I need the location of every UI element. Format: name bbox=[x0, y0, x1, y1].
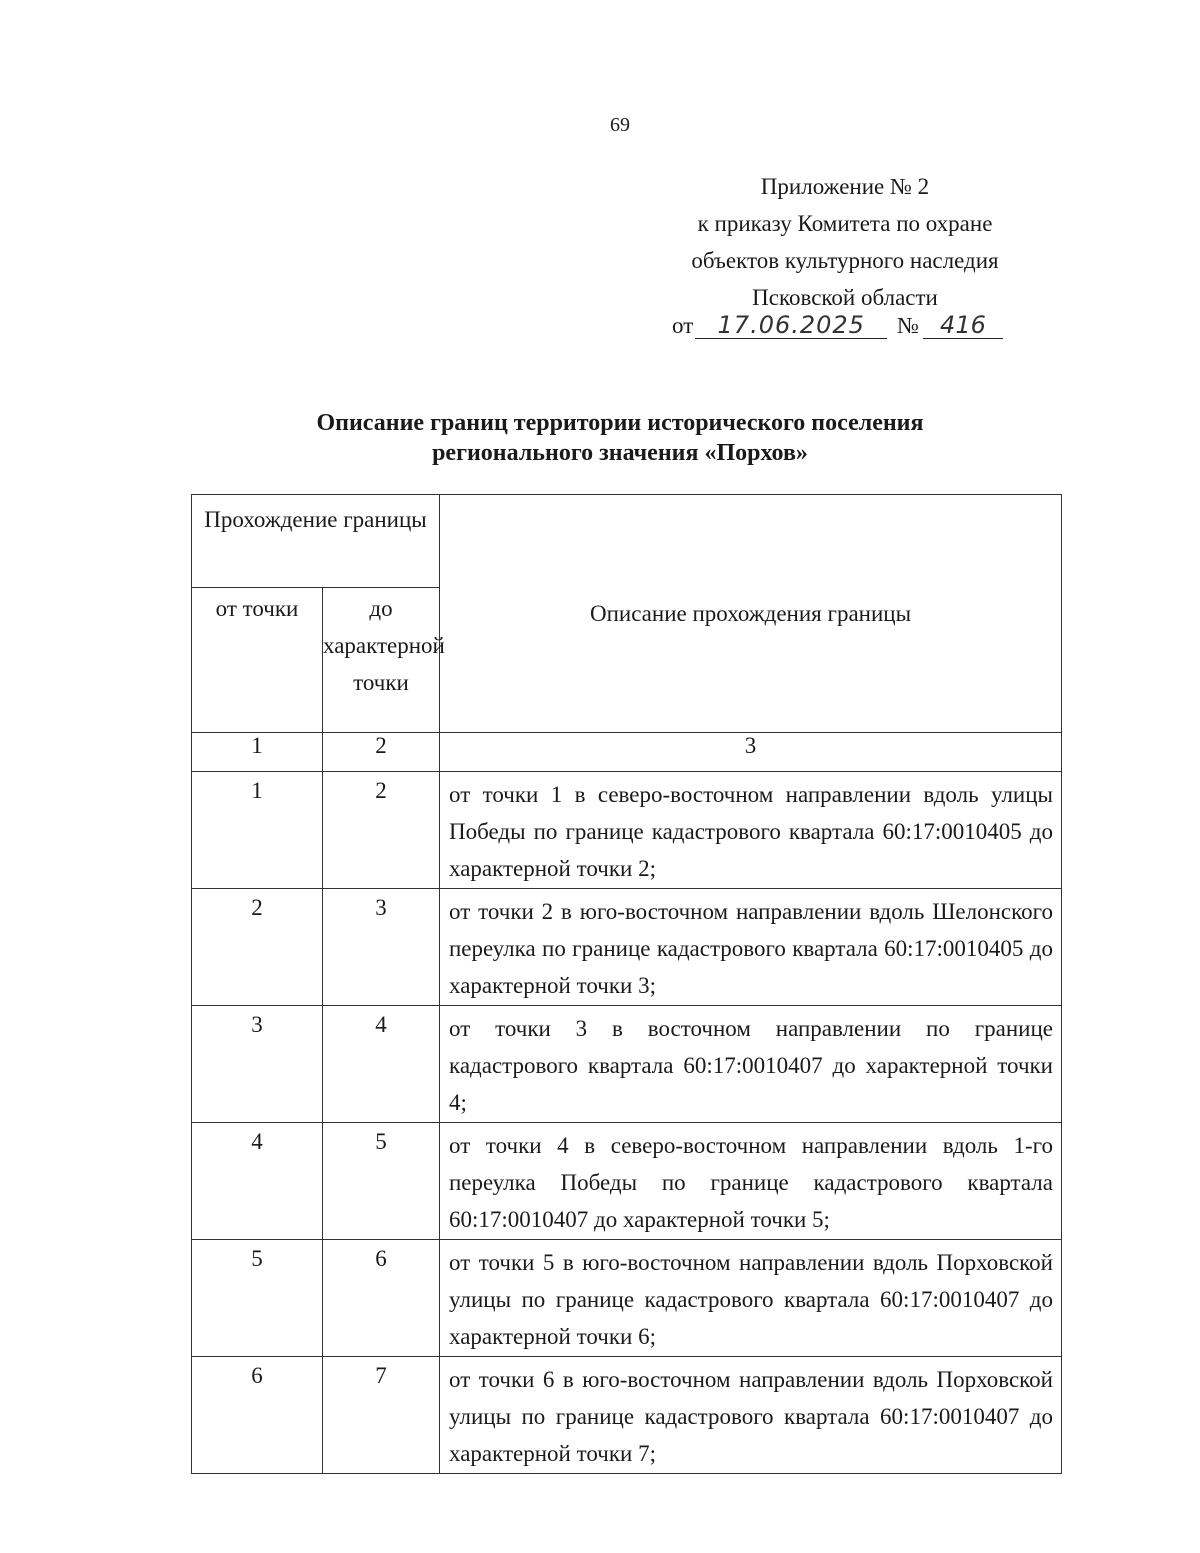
row-from-point: 4 bbox=[192, 1123, 323, 1240]
appendix-line-order: к приказу Комитета по охране bbox=[697, 211, 993, 236]
row-from-point: 3 bbox=[192, 1006, 323, 1123]
row-description: от точки 3 в восточном направлении по границе кадастрового квартала 60:17:0010407 до характерной точки 4; bbox=[440, 1006, 1062, 1123]
order-number: 416 bbox=[923, 312, 1003, 339]
page-number: 69 bbox=[610, 114, 630, 136]
document-title-line-1: Описание границ территории исторического поселения bbox=[316, 410, 924, 436]
row-to-point: 3 bbox=[323, 889, 440, 1006]
boundary-table bbox=[191, 494, 1062, 1474]
row-description: от точки 4 в северо-восточном направлении вдоль 1-го переулка Победы по границе кадастрового квартала 60:17:0010407 до характерной точки 5; bbox=[440, 1123, 1062, 1240]
row-to-point: 2 bbox=[323, 772, 440, 889]
order-date-number bbox=[672, 312, 1052, 339]
column-number-3: 3 bbox=[440, 733, 1062, 772]
appendix-line-committee: объектов культурного наследия bbox=[691, 248, 999, 273]
row-to-point: 5 bbox=[323, 1123, 440, 1240]
column-number-2: 2 bbox=[323, 733, 440, 772]
document-title bbox=[210, 408, 1030, 468]
row-description: от точки 5 в юго-восточном направлении вдоль Порховской улицы по границе кадастрового квартала 60:17:0010407 до характерной точки 6; bbox=[440, 1240, 1062, 1357]
row-to-point: 4 bbox=[323, 1006, 440, 1123]
row-description: от точки 2 в юго-восточном направлении вдоль Шелонского переулка по границе кадастрового квартала 60:17:0010405 до характерной точки 3; bbox=[440, 889, 1062, 1006]
row-from-point: 5 bbox=[192, 1240, 323, 1357]
order-date: 17.06.2025 bbox=[695, 312, 887, 339]
document-title-line-2: регионального значения «Порхов» bbox=[432, 440, 808, 466]
order-from-label: от bbox=[672, 313, 694, 338]
table-header-row bbox=[192, 495, 1062, 588]
row-description: от точки 6 в юго-восточном направлении вдоль Порховской улицы по границе кадастрового квартала 60:17:0010407 до характерной точки 7; bbox=[440, 1357, 1062, 1474]
header-boundary-passage: Прохождение границы bbox=[192, 495, 440, 588]
header-to-point: до характерной точки bbox=[323, 588, 440, 733]
row-from-point: 1 bbox=[192, 772, 323, 889]
row-from-point: 6 bbox=[192, 1357, 323, 1474]
appendix-header bbox=[620, 168, 1070, 316]
column-number-1: 1 bbox=[192, 733, 323, 772]
table-row bbox=[192, 1123, 1062, 1240]
table-row bbox=[192, 1006, 1062, 1123]
table-row bbox=[192, 1240, 1062, 1357]
appendix-line-region: Псковской области bbox=[752, 285, 938, 310]
column-number-row bbox=[192, 733, 1062, 772]
table-row bbox=[192, 772, 1062, 889]
row-to-point: 7 bbox=[323, 1357, 440, 1474]
row-from-point: 2 bbox=[192, 889, 323, 1006]
header-from-point: от точки bbox=[192, 588, 323, 733]
row-to-point: 6 bbox=[323, 1240, 440, 1357]
table-row bbox=[192, 889, 1062, 1006]
table-row bbox=[192, 1357, 1062, 1474]
header-description: Описание прохождения границы bbox=[440, 495, 1062, 733]
order-number-label: № bbox=[897, 313, 919, 338]
row-description: от точки 1 в северо-восточном направлении вдоль улицы Победы по границе кадастрового квартала 60:17:0010405 до характерной точки 2; bbox=[440, 772, 1062, 889]
appendix-title: Приложение № 2 bbox=[760, 174, 930, 199]
